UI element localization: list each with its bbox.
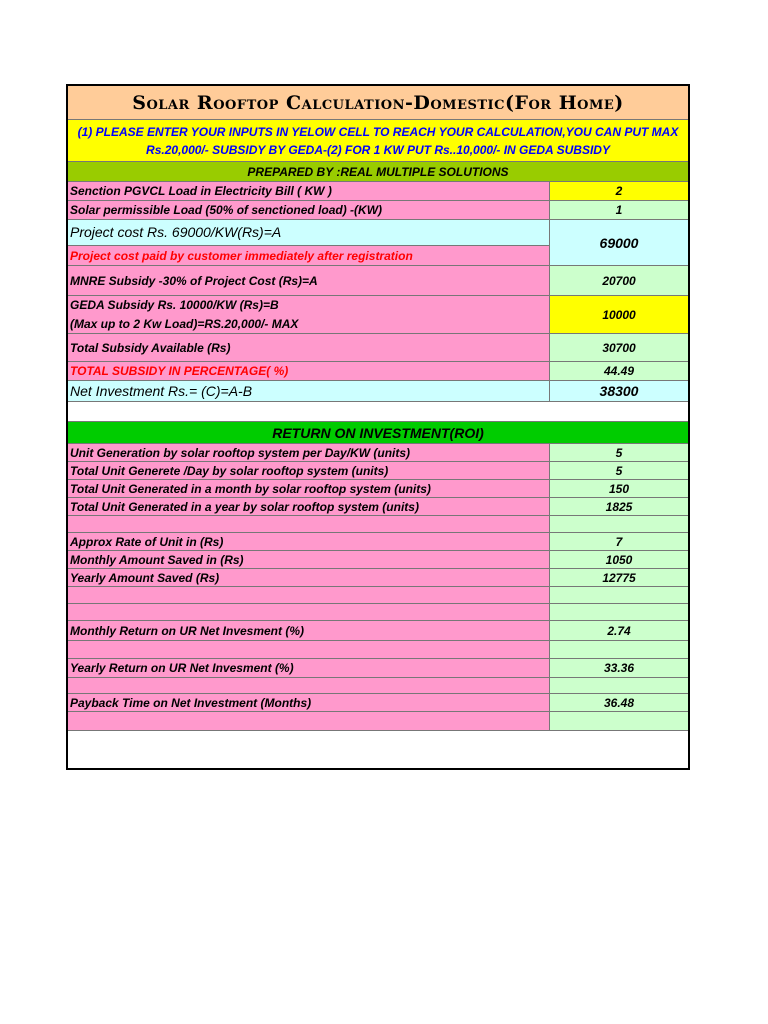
- project-cost-label-top: [68, 220, 549, 246]
- row-yearly-return: [68, 659, 688, 678]
- row-empty: [68, 678, 688, 694]
- row-yearly-saved: [68, 569, 688, 587]
- yearly-saved-value: 12775: [550, 569, 688, 587]
- total-subsidy-label: Total Subsidy Available (Rs): [68, 334, 550, 362]
- empty-label-cell: [68, 641, 550, 659]
- row-monthly-return: [68, 621, 688, 641]
- geda-subsidy-sub-label: (Max up to 2 Kw Load)=RS.20,000/- MAX: [70, 317, 299, 331]
- row-solar-permissible: [68, 201, 688, 220]
- row-empty: [68, 641, 688, 659]
- row-total-subsidy: [68, 334, 688, 362]
- row-unit-per-day: [68, 462, 688, 480]
- row-monthly-saved: [68, 551, 688, 569]
- rate-label: Approx Rate of Unit in (Rs): [68, 533, 550, 551]
- yearly-return-label: Yearly Return on UR Net Invesment (%): [68, 659, 550, 678]
- project-cost-input[interactable]: 69000: [550, 220, 688, 266]
- subsidy-percent-label: TOTAL SUBSIDY IN PERCENTAGE( %): [68, 362, 550, 381]
- unit-per-day-label: Total Unit Generete /Day by solar rooftop system (units): [68, 462, 550, 480]
- monthly-saved-value: 1050: [550, 551, 688, 569]
- roi-header: RETURN ON INVESTMENT(ROI): [68, 422, 688, 444]
- yearly-saved-label: Yearly Amount Saved (Rs): [68, 569, 550, 587]
- monthly-return-value: 2.74: [550, 621, 688, 641]
- empty-label-cell: [68, 587, 550, 604]
- unit-per-month-value: 150: [550, 480, 688, 498]
- row-mnre-subsidy: [68, 266, 688, 296]
- empty-value-cell: [550, 641, 688, 659]
- row-unit-per-day-kw: [68, 444, 688, 462]
- project-cost-sub-label: Project cost paid by customer immediately after registration: [70, 249, 413, 263]
- project-cost-label-cell: [68, 220, 550, 266]
- empty-label-cell: [68, 604, 550, 621]
- yearly-return-value: 33.36: [550, 659, 688, 678]
- row-unit-per-year: [68, 498, 688, 516]
- row-subsidy-percent: [68, 362, 688, 381]
- row-unit-per-month: [68, 480, 688, 498]
- row-geda-subsidy: [68, 296, 688, 334]
- unit-per-day-value: 5: [550, 462, 688, 480]
- mnre-subsidy-value: 20700: [550, 266, 688, 296]
- net-investment-value: 38300: [550, 381, 688, 402]
- sheet-title: Solar Rooftop Calculation-Domestic(For Home): [68, 86, 688, 120]
- unit-per-day-kw-label: Unit Generation by solar rooftop system per Day/KW (units): [68, 444, 550, 462]
- mnre-subsidy-label: MNRE Subsidy -30% of Project Cost (Rs)=A: [68, 266, 550, 296]
- sanction-load-input[interactable]: 2: [550, 182, 688, 201]
- spacer-row: [68, 402, 688, 422]
- empty-value-cell: [550, 587, 688, 604]
- geda-subsidy-input[interactable]: 10000: [550, 296, 688, 334]
- unit-per-day-kw-value: 5: [550, 444, 688, 462]
- unit-per-year-label: Total Unit Generated in a year by solar rooftop system (units): [68, 498, 550, 516]
- unit-per-month-label: Total Unit Generated in a month by solar rooftop system (units): [68, 480, 550, 498]
- sanction-load-label: Senction PGVCL Load in Electricity Bill ( KW ): [68, 182, 550, 201]
- empty-value-cell: [550, 516, 688, 533]
- row-net-investment: [68, 381, 688, 402]
- solar-permissible-value: 1: [550, 201, 688, 220]
- row-empty: [68, 587, 688, 604]
- empty-label-cell: [68, 516, 550, 533]
- geda-subsidy-label-cell: [68, 296, 550, 334]
- solar-permissible-label: Solar permissible Load (50% of senctioned load) -(KW): [68, 201, 550, 220]
- empty-value-cell: [550, 712, 688, 731]
- row-rate: [68, 533, 688, 551]
- project-cost-label: Project cost Rs. 69000/KW(Rs)=A: [70, 224, 282, 240]
- unit-per-year-value: 1825: [550, 498, 688, 516]
- project-cost-sub-cell: [68, 246, 549, 266]
- payback-label: Payback Time on Net Investment (Months): [68, 694, 550, 712]
- empty-value-cell: [550, 678, 688, 694]
- row-sanction-load: [68, 182, 688, 201]
- net-investment-label: Net Investment Rs.= (C)=A-B: [68, 381, 550, 402]
- subsidy-percent-value: 44.49: [550, 362, 688, 381]
- row-payback: [68, 694, 688, 712]
- geda-subsidy-label: GEDA Subsidy Rs. 10000/KW (Rs)=B: [70, 298, 279, 312]
- monthly-saved-label: Monthly Amount Saved in (Rs): [68, 551, 550, 569]
- spreadsheet: [66, 84, 690, 770]
- total-subsidy-value: 30700: [550, 334, 688, 362]
- empty-label-cell: [68, 712, 550, 731]
- empty-value-cell: [550, 604, 688, 621]
- monthly-return-label: Monthly Return on UR Net Invesment (%): [68, 621, 550, 641]
- row-empty: [68, 712, 688, 731]
- prepared-by: PREPARED BY :REAL MULTIPLE SOLUTIONS: [68, 162, 688, 182]
- empty-label-cell: [68, 678, 550, 694]
- instruction-note: (1) PLEASE ENTER YOUR INPUTS IN YELOW CELL TO REACH YOUR CALCULATION,YOU CAN PUT MAX Rs.20,000/- SUBSIDY BY GEDA-(2) FOR 1 KW PUT Rs..10,000/- IN GEDA SUBSIDY: [68, 120, 688, 162]
- row-project-cost: [68, 220, 688, 266]
- payback-value: 36.48: [550, 694, 688, 712]
- row-empty: [68, 516, 688, 533]
- row-empty: [68, 604, 688, 621]
- rate-value: 7: [550, 533, 688, 551]
